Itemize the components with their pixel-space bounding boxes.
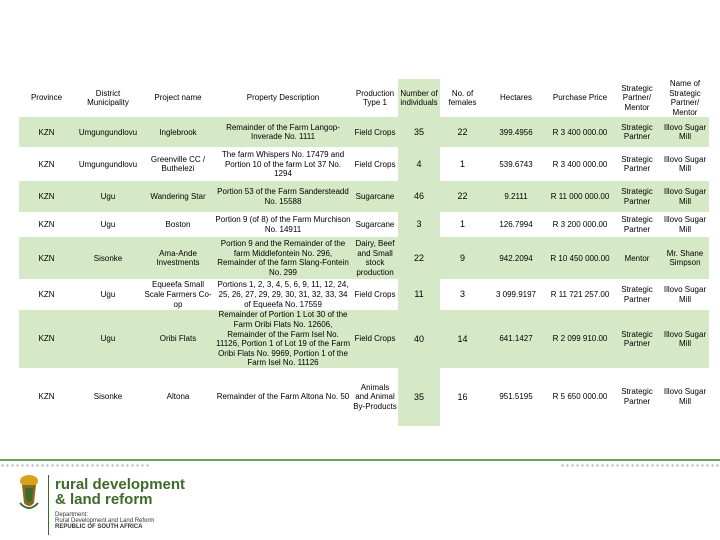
- cell-district: Umgungundlovu: [74, 117, 142, 147]
- cell-individuals: 3: [398, 212, 440, 237]
- header-partner-name: Name of Strategic Partner/ Mentor: [661, 79, 709, 117]
- header-partner: Strategic Partner/ Mentor: [613, 79, 661, 117]
- cell-females: 9: [440, 237, 485, 279]
- cell-partner: Strategic Partner: [613, 368, 661, 426]
- cell-province: KZN: [19, 237, 74, 279]
- cell-property: Portions 1, 2, 3, 4, 5, 6, 9, 11, 12, 24, 25, 26, 27, 29, 29, 30, 31, 32, 33, 34 of Equeefa No. 17559: [214, 279, 352, 310]
- table-header-row: [19, 79, 709, 117]
- table-row: [19, 181, 709, 212]
- cell-production: Sugarcane: [352, 212, 398, 237]
- cell-district: Ugu: [74, 212, 142, 237]
- cell-partner: Strategic Partner: [613, 279, 661, 310]
- cell-project: Equeefa Small Scale Farmers Co-op: [142, 279, 214, 310]
- cell-females: 22: [440, 181, 485, 212]
- cell-price: R 2 099 910.00: [547, 310, 613, 368]
- header-property: Property Description: [214, 79, 352, 117]
- cell-property: Remainder of the Farm Langop-Inverade No. 1111: [214, 117, 352, 147]
- cell-production: Dairy, Beef and Small stock production: [352, 237, 398, 279]
- header-hectares: Hectares: [485, 79, 547, 117]
- cell-partner: Strategic Partner: [613, 212, 661, 237]
- cell-individuals: 4: [398, 147, 440, 181]
- coat-of-arms-icon: [16, 473, 42, 513]
- cell-price: R 3 400 000.00: [547, 117, 613, 147]
- cell-property: Remainder of the Farm Altona No. 50: [214, 368, 352, 426]
- cell-partner-name: Mr. Shane Simpson: [661, 237, 709, 279]
- cell-district: Sisonke: [74, 368, 142, 426]
- land-reform-projects-table: [19, 79, 709, 426]
- cell-hectares: 641.1427: [485, 310, 547, 368]
- cell-province: KZN: [19, 117, 74, 147]
- header-individuals: Number of individuals: [398, 79, 440, 117]
- dot-strip-left: [0, 463, 150, 469]
- cell-project: Inglebrook: [142, 117, 214, 147]
- cell-individuals: 40: [398, 310, 440, 368]
- cell-females: 1: [440, 212, 485, 237]
- cell-property: Portion 53 of the Farm Sandersteadd No. 15588: [214, 181, 352, 212]
- cell-individuals: 11: [398, 279, 440, 310]
- country-name: REPUBLIC OF SOUTH AFRICA: [55, 524, 143, 530]
- cell-hectares: 951.5195: [485, 368, 547, 426]
- cell-hectares: 539.6743: [485, 147, 547, 181]
- cell-project: Boston: [142, 212, 214, 237]
- cell-production: Field Crops: [352, 147, 398, 181]
- header-project: Project name: [142, 79, 214, 117]
- cell-partner-name: Illovo Sugar Mill: [661, 147, 709, 181]
- cell-production: Field Crops: [352, 117, 398, 147]
- cell-hectares: 9.2111: [485, 181, 547, 212]
- cell-province: KZN: [19, 181, 74, 212]
- cell-females: 1: [440, 147, 485, 181]
- department-name: Rural Development and Land Reform: [55, 518, 155, 524]
- cell-partner-name: Illovo Sugar Mill: [661, 310, 709, 368]
- cell-hectares: 399.4956: [485, 117, 547, 147]
- cell-individuals: 46: [398, 181, 440, 212]
- table-row: [19, 237, 709, 279]
- cell-project: Oribi Flats: [142, 310, 214, 368]
- cell-price: R 10 450 000.00: [547, 237, 613, 279]
- cell-district: Ugu: [74, 310, 142, 368]
- footer-rule: [0, 459, 720, 461]
- brand-title-line1: rural development: [55, 476, 186, 493]
- table-row: [19, 147, 709, 181]
- land-reform-table-container: [19, 79, 709, 426]
- department-label: Department:: [55, 512, 89, 518]
- cell-hectares: 126.7994: [485, 212, 547, 237]
- cell-district: Ugu: [74, 181, 142, 212]
- dot-strip-right: [560, 463, 720, 469]
- header-province: Province: [19, 79, 74, 117]
- cell-partner: Strategic Partner: [613, 181, 661, 212]
- cell-partner-name: Illovo Sugar Mill: [661, 368, 709, 426]
- cell-price: R 11 000 000.00: [547, 181, 613, 212]
- cell-district: Umgungundlovu: [74, 147, 142, 181]
- cell-individuals: 35: [398, 117, 440, 147]
- cell-price: R 3 200 000.00: [547, 212, 613, 237]
- cell-partner-name: Illovo Sugar Mill: [661, 212, 709, 237]
- cell-price: R 11 721 257.00: [547, 279, 613, 310]
- cell-project: Altona: [142, 368, 214, 426]
- cell-hectares: 3 099.9197: [485, 279, 547, 310]
- table-row: [19, 212, 709, 237]
- cell-price: R 3 400 000.00: [547, 147, 613, 181]
- cell-partner: Strategic Partner: [613, 310, 661, 368]
- cell-females: 22: [440, 117, 485, 147]
- table-row: [19, 310, 709, 368]
- table-row: [19, 368, 709, 426]
- cell-partner: Strategic Partner: [613, 147, 661, 181]
- cell-hectares: 942.2094: [485, 237, 547, 279]
- cell-production: Field Crops: [352, 279, 398, 310]
- cell-project: Greenville CC / Buthelezi: [142, 147, 214, 181]
- cell-production: Sugarcane: [352, 181, 398, 212]
- cell-females: 14: [440, 310, 485, 368]
- cell-partner: Strategic Partner: [613, 117, 661, 147]
- cell-project: Wandering Star: [142, 181, 214, 212]
- header-females: No. of females: [440, 79, 485, 117]
- brand-title-line2: & land reform: [55, 491, 153, 508]
- cell-production: Field Crops: [352, 310, 398, 368]
- cell-property: The farm Whispers No. 17479 and Portion 10 of the farm Lot 37 No. 1294: [214, 147, 352, 181]
- table-row: [19, 279, 709, 310]
- cell-production: Animals and Animal By-Products: [352, 368, 398, 426]
- brand-divider: [48, 475, 49, 535]
- cell-price: R 5 650 000.00: [547, 368, 613, 426]
- cell-province: KZN: [19, 310, 74, 368]
- table-row: [19, 117, 709, 147]
- footer-banner: [0, 459, 720, 540]
- header-price: Purchase Price: [547, 79, 613, 117]
- cell-province: KZN: [19, 368, 74, 426]
- header-production: Production Type 1: [352, 79, 398, 117]
- cell-females: 3: [440, 279, 485, 310]
- header-district: District Municipality: [74, 79, 142, 117]
- cell-property: Remainder of Portion 1 Lot 30 of the Farm Oribi Flats No. 12606, Remainder of the Farm Isel No. 11126, Portion 1 of Lot 19 of the Farm Oribi Flats No. 9969, Portion 1 of the Farm Isel No. 11126: [215, 310, 350, 368]
- cell-individuals: 35: [398, 368, 440, 426]
- cell-females: 16: [440, 368, 485, 426]
- cell-district: Ugu: [74, 279, 142, 310]
- cell-partner: Mentor: [613, 237, 661, 279]
- cell-partner-name: Illovo Sugar Mill: [661, 181, 709, 212]
- cell-partner-name: Illovo Sugar Mill: [661, 117, 709, 147]
- cell-partner-name: Illovo Sugar Mill: [661, 279, 709, 310]
- cell-province: KZN: [19, 147, 74, 181]
- cell-individuals: 22: [398, 237, 440, 279]
- cell-property: Portion 9 (of 8) of the Farm Murchison No. 14911: [214, 212, 352, 237]
- cell-province: KZN: [19, 279, 74, 310]
- cell-project: Ama-Ande Investments: [142, 237, 214, 279]
- cell-province: KZN: [19, 212, 74, 237]
- cell-property: Portion 9 and the Remainder of the farm Middlefontein No. 296, Remainder of the farm Slang-Fontein No. 299: [214, 237, 352, 279]
- cell-district: Sisonke: [74, 237, 142, 279]
